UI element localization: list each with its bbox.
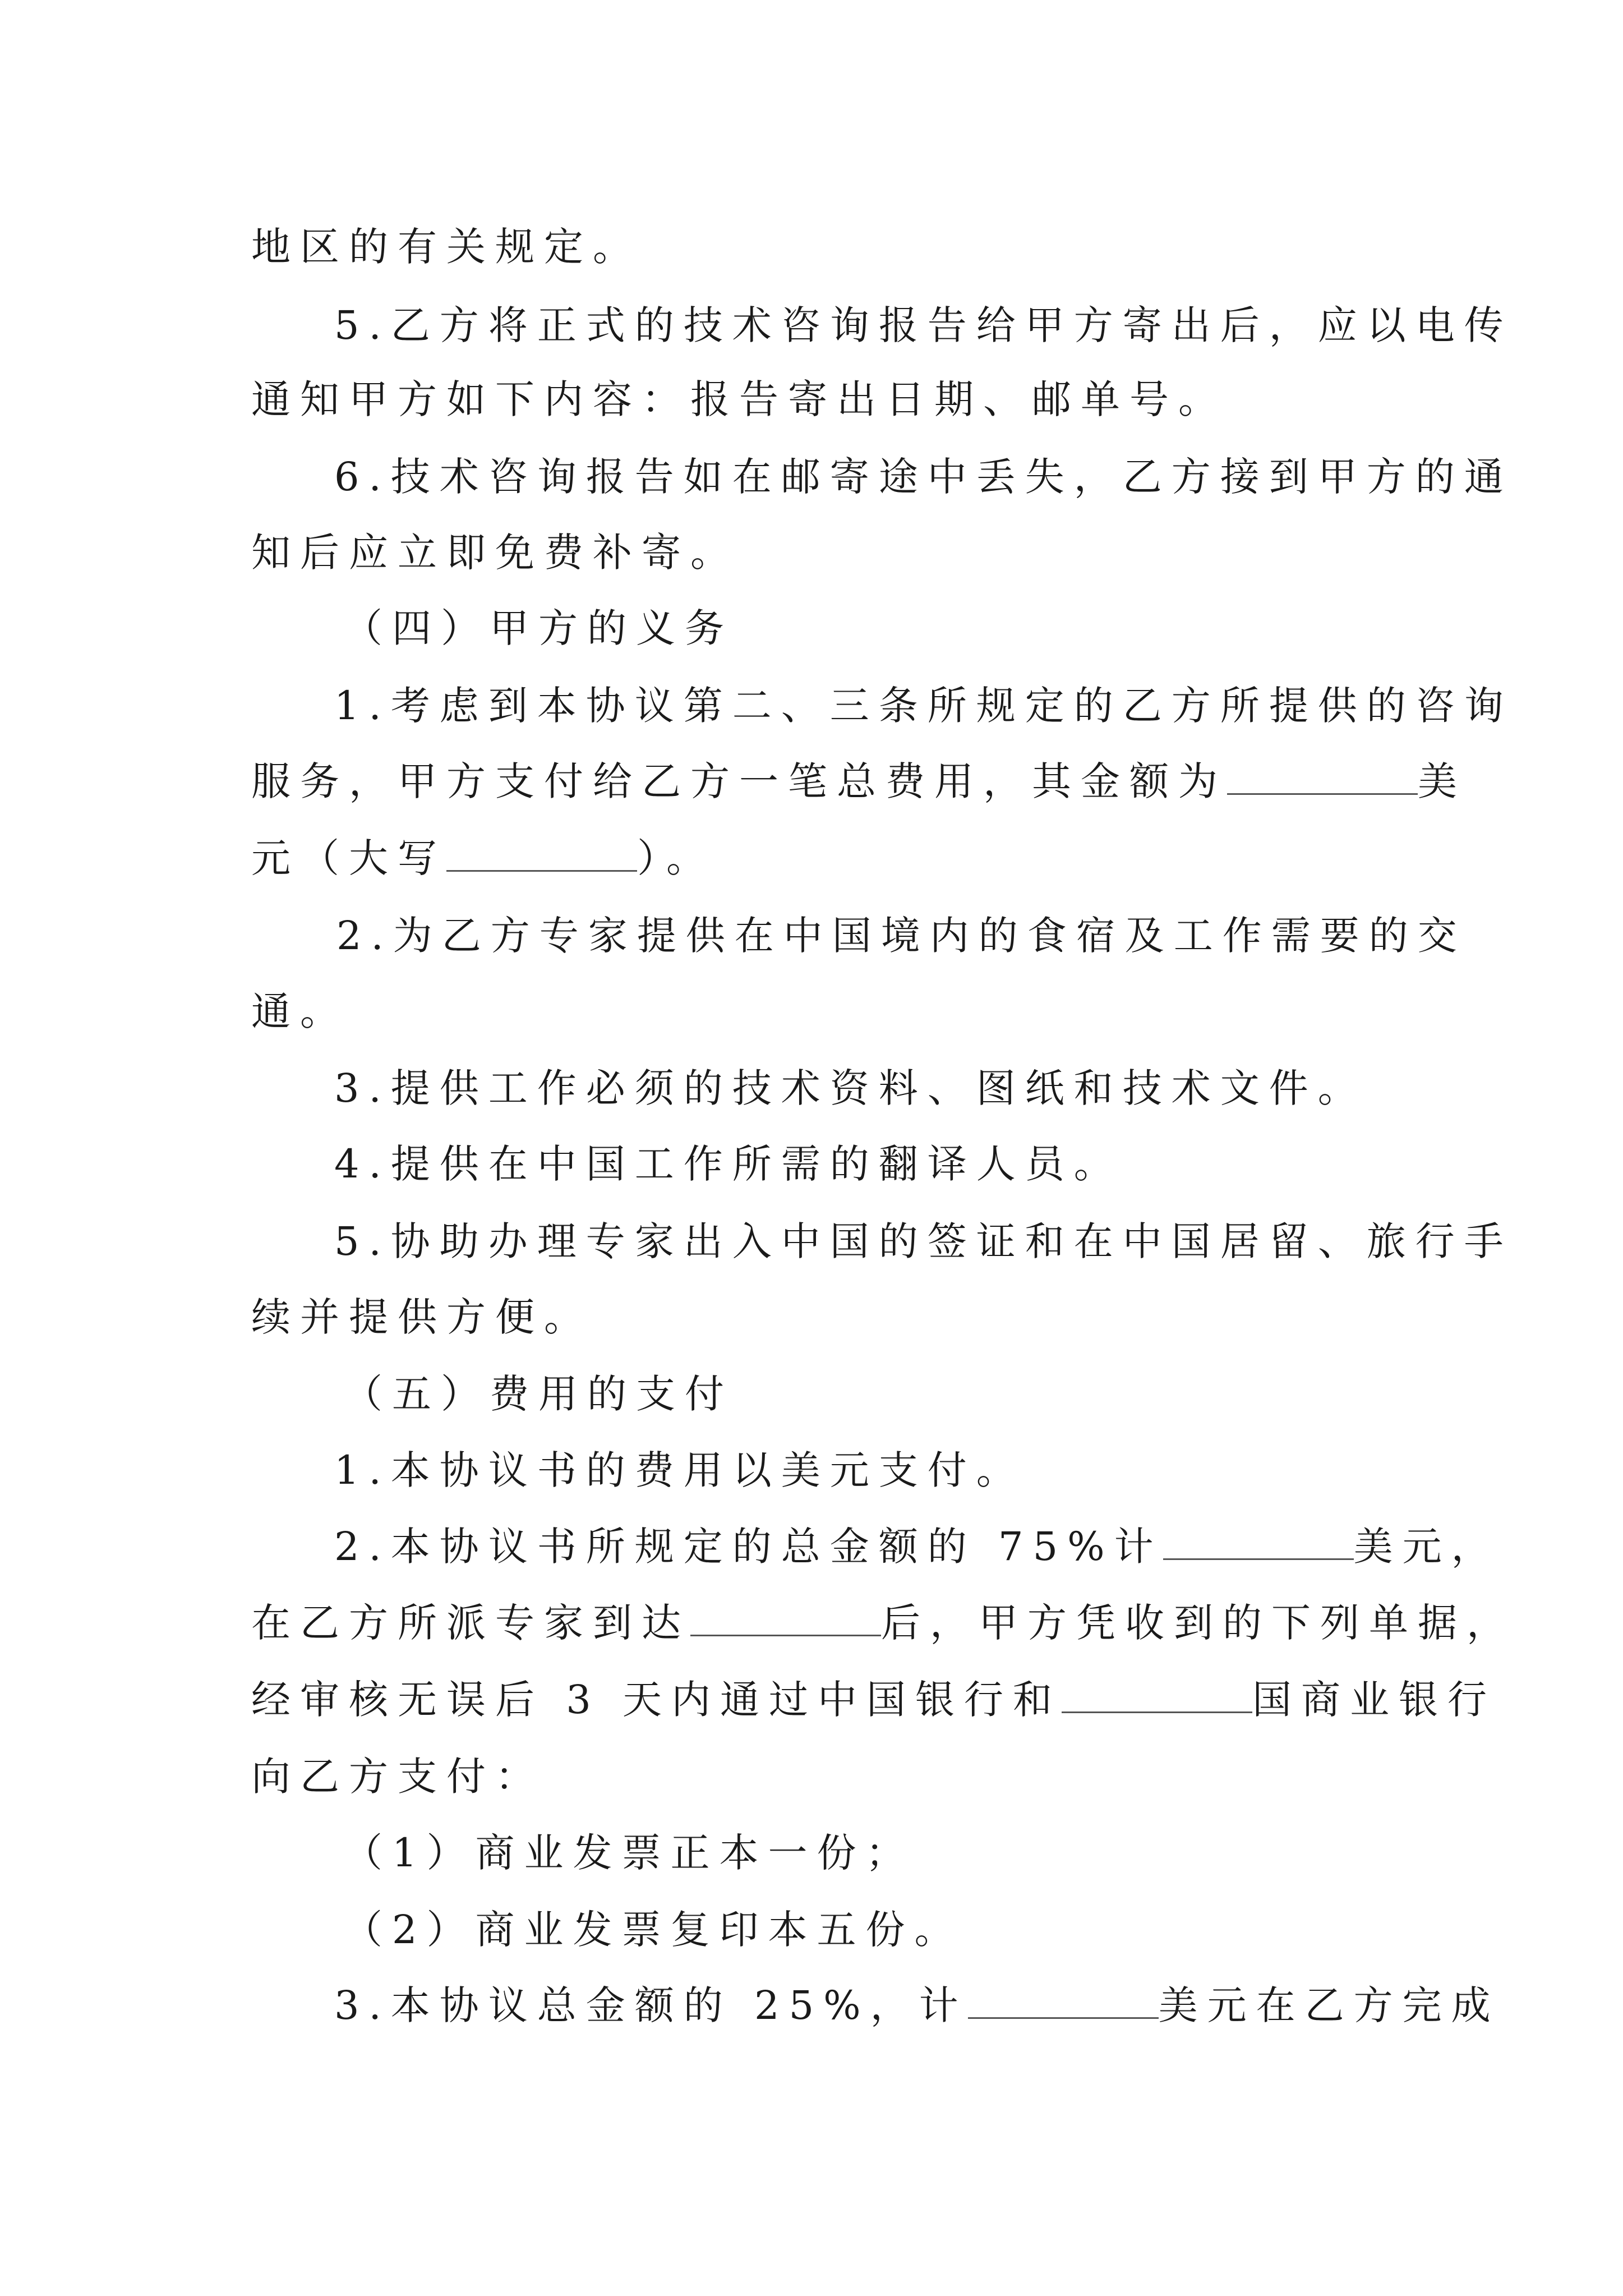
text-line <box>251 1751 1373 1802</box>
text-line <box>334 1521 1500 1572</box>
text-segment: 4.提供在中国工作所需的翻译人员。 <box>334 1141 1123 1187</box>
text-segment: （五）费用的支付 <box>343 1371 734 1417</box>
text-segment: 服务，甲方支付给乙方一笔总费用，其金额为 <box>251 758 1227 804</box>
text-line <box>251 986 1373 1037</box>
text-segment: 后，甲方凭收到的下列单据， <box>881 1600 1515 1646</box>
text-segment: 1.考虑到本协议第二、三条所规定的乙方所提供的咨询 <box>334 683 1513 729</box>
text-segment: 经审核无误后 3 天内通过中国银行和 <box>251 1677 1062 1723</box>
fill-in-blank <box>1227 760 1418 795</box>
text-segment: 向乙方支付： <box>251 1754 544 1800</box>
text-segment: 6.技术咨询报告如在邮寄途中丢失，乙方接到甲方的通 <box>334 454 1513 500</box>
text-segment: 2.本协议书所规定的总金额的 75%计 <box>334 1524 1163 1570</box>
text-line <box>334 1980 1500 2031</box>
text-line <box>334 1216 1513 1267</box>
text-line <box>336 910 1467 961</box>
fill-in-blank <box>690 1601 881 1636</box>
text-segment: 美元， <box>1353 1524 1500 1570</box>
text-line <box>334 1139 1456 1189</box>
text-line <box>334 680 1513 731</box>
text-line <box>251 833 1373 884</box>
text-segment: 3.本协议总金额的 25%，计 <box>334 1982 968 2028</box>
text-segment: 通知甲方如下内容：报告寄出日期、邮单号。 <box>251 376 1227 422</box>
text-segment: 2.为乙方专家提供在中国境内的食宿及工作需要的交 <box>336 913 1467 959</box>
text-line <box>251 374 1373 425</box>
fill-in-blank <box>1163 1525 1354 1560</box>
text-segment: （2）商业发票复印本五份。 <box>343 1907 963 1953</box>
text-line <box>251 527 1373 578</box>
text-segment: 5.协助办理专家出入中国的签证和在中国居留、旅行手 <box>334 1218 1513 1264</box>
text-segment: 3.提供工作必须的技术资料、图纸和技术文件。 <box>334 1065 1367 1111</box>
text-segment: 通。 <box>251 988 349 1034</box>
text-segment: （四）甲方的义务 <box>343 605 734 651</box>
text-line <box>334 300 1513 351</box>
text-line <box>334 1445 1456 1496</box>
text-segment: 在乙方所派专家到达 <box>251 1600 690 1646</box>
text-segment: 元（大写 <box>251 835 446 881</box>
text-segment: 美 <box>1418 758 1467 804</box>
section-heading <box>343 603 1465 654</box>
text-segment: 知后应立即免费补寄。 <box>251 530 739 576</box>
fill-in-blank <box>1062 1678 1252 1713</box>
section-heading <box>343 1369 1465 1419</box>
text-segment: 5.乙方将正式的技术咨询报告给甲方寄出后，应以电传 <box>334 302 1513 348</box>
text-segment: ）。 <box>637 835 715 881</box>
text-line <box>251 1598 1515 1648</box>
text-segment: 1.本协议书的费用以美元支付。 <box>334 1447 1025 1493</box>
text-line <box>334 452 1513 502</box>
text-line <box>251 1674 1497 1725</box>
text-segment: 美元在乙方完成 <box>1158 1982 1500 2028</box>
text-line <box>251 222 1373 272</box>
fill-in-blank <box>968 1984 1159 2019</box>
text-line <box>251 756 1467 807</box>
text-segment: 国商业银行 <box>1252 1677 1497 1723</box>
text-line <box>334 1063 1456 1114</box>
text-segment: （1）商业发票正本一份； <box>343 1830 915 1876</box>
list-item <box>343 1904 1465 1955</box>
list-item <box>343 1828 1465 1878</box>
text-segment: 地区的有关规定。 <box>251 224 642 270</box>
text-line <box>251 1292 1373 1342</box>
text-segment: 续并提供方便。 <box>251 1294 593 1340</box>
fill-in-blank <box>446 836 637 872</box>
